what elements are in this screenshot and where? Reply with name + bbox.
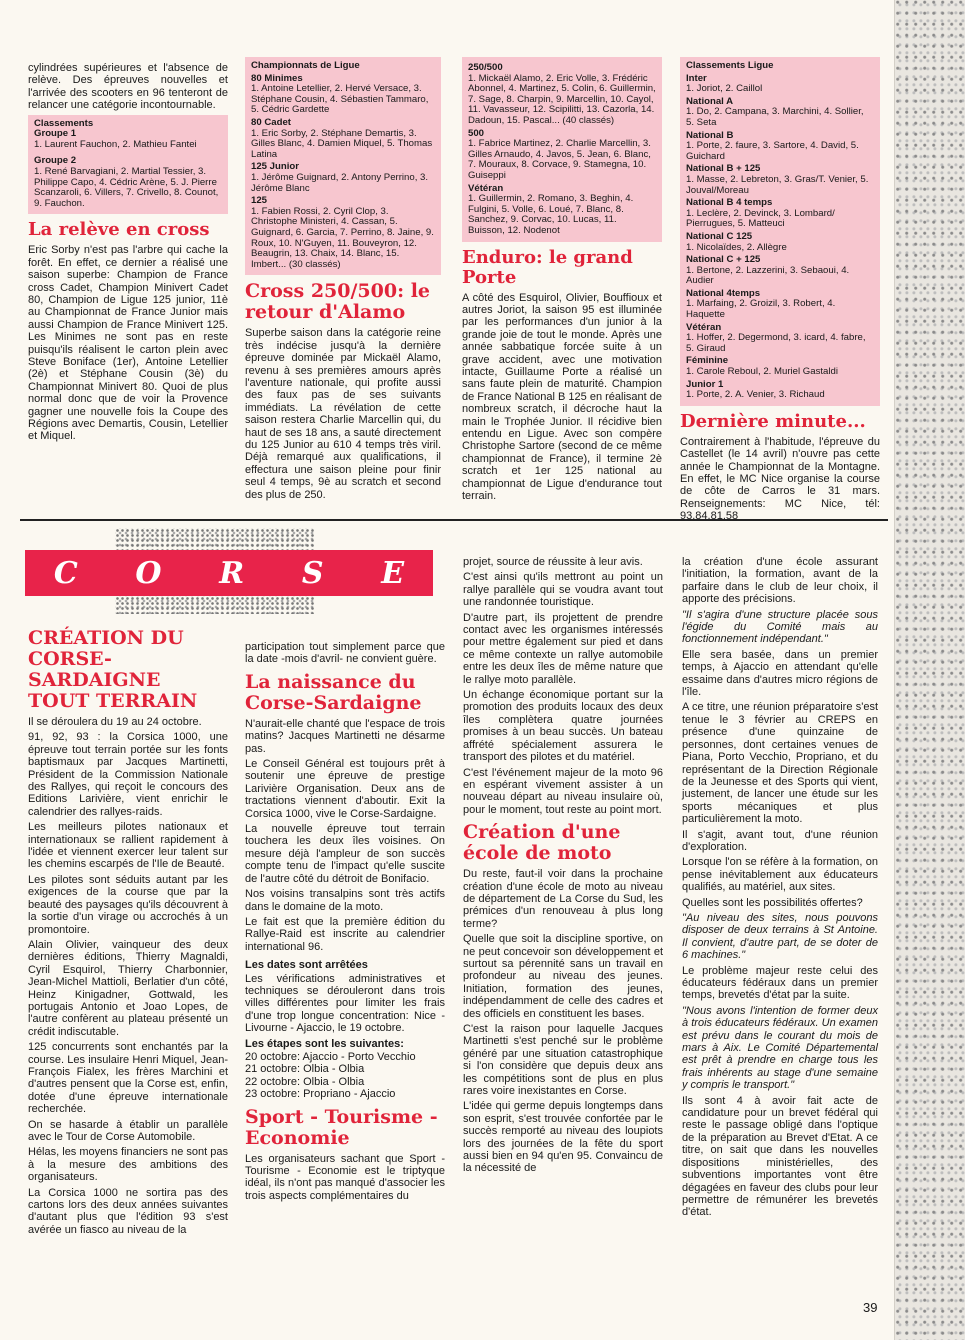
group-label: Groupe 2 (34, 155, 77, 167)
body-paragraph: Du reste, faut-il voir dans la prochaine création d'une école de moto au niveau de département de La Corse du Sud, les prémices d'un renouveau à plus long terme? (463, 868, 663, 930)
body-paragraph: Quelles sont les possibilités offertes? (682, 896, 863, 909)
etape-line: 22 octobre: Olbia - Olbia (245, 1075, 365, 1088)
category-results: 1. Marfaing, 2. Groizil, 3. Robert, 4. Haquette (686, 298, 836, 321)
body-paragraph: Un échange économique portant sur la promotion des produits locaux des deux îles complètera quatre journées promises à un beau succès. Un bateau affrété spécialement assurera le transport des pilotes et du matériel. (463, 689, 663, 764)
category-label: National B 4 temps (686, 197, 773, 209)
body-paragraph: Ils sont 4 à avoir fait acte de candidature pour un brevet fédéral qui reste le passage obligé dans l'optique de la préparation au Brevet d'Etat. A ce titre, on sait que dans les nouvelles dispositions ministérielles, des subventions importantes vont être dégagées en faveur des clubs pour leur permettre de rémunérer les brevetés d'état. (682, 1094, 878, 1219)
category-label: 80 Minimes (251, 72, 303, 84)
top-column-4 (680, 57, 880, 526)
heading-releve: La relève en cross (28, 219, 210, 241)
body-paragraph: Il s'agit, avant tout, d'une réunion d'exploration. (682, 828, 878, 853)
body-paragraph: C'est l'événement majeur de la moto 96 en espérant vivement assister à un nouveau départ au niveau insulaire où, pour le moment, tout reste au point mort. (463, 766, 663, 816)
category-results: 1. Hoffer, 2. Degermond, 3. icard, 4. fabre, 5. Giraud (686, 332, 866, 354)
heading-creation: CRÉATION DU CORSE-SARDAIGNE TOUT TERRAIN (28, 627, 198, 712)
section-divider (20, 519, 888, 521)
body-paragraph: Le fait est que la première édition du Rallye-Raid est inscrite au calendrier international 96. (245, 915, 445, 953)
category-results: 1. Jérôme Guignard, 2. Antony Perrino, 3. Jérôme Blanc (251, 171, 429, 194)
bottom-column-4 (682, 556, 878, 1222)
category-label: 125 Junior (251, 161, 299, 173)
etape-line: 21 octobre: Olbia - Olbia (245, 1063, 365, 1076)
category-label: National A (686, 95, 734, 107)
body-paragraph: Elle sera basée, dans un premier temps, à Ajaccio en attendant qu'elle essaime dans d'autres micro régions de l'île. (682, 648, 878, 699)
body-paragraph: Lorsque l'on se réfère à la formation, on pense inévitablement aux éducateurs qualifiés, au matériel, aux sites. (682, 856, 878, 894)
subheading-etapes: Les étapes sont les suivantes: (245, 1037, 404, 1050)
body-paragraph: Les pilotes sont séduits autant par les exigences de la course que par la beauté des paysages qu'ils découvrent à la sortie d'un virage ou accrochés à un promontoire. (28, 873, 228, 936)
category-label: 500 (468, 127, 485, 139)
body-paragraph: D'autre part, ils projettent de prendre contact avec les organismes intéressés pour mettre également sur pied et dans ce même contexte un rallye automobile entre les deux îles de même nature que le rallye moto parallèle. (463, 611, 663, 686)
page-edge-texture (894, 0, 965, 1340)
championnats-box (245, 57, 441, 275)
body-paragraph: On se hasarde à établir un parallèle avec le Tour de Corse Automobile. (28, 1118, 228, 1143)
body-paragraph: C'est ainsi qu'ils mettront au point un rallye parallèle qui se voudra avant tout une randonnée touristique. (463, 571, 663, 609)
category-label: National 4temps (686, 287, 761, 299)
etape-line: 20 octobre: Ajaccio - Porto Vecchio (245, 1050, 416, 1063)
bottom-column-1 (28, 624, 228, 1239)
body-paragraph: Nos voisins transalpins sont très actifs dans le domaine de la moto. (245, 888, 445, 913)
body-paragraph: 91, 92, 93 : la Corsica 1000, une épreuve tout terrain portée sur les fonts baptismaux par Jacques Martinetti, Président de la Commission Nationale des Rallyes, qui reçoit le concours des Editions Larivière, vient enrichir le calendrier des rallyes-raids. (28, 731, 228, 818)
category-results: 1. Guillermin, 2. Romano, 3. Beghin, 4. Fulgini, 5. Volle, 6. Loué, 7. Blanc, 8. Sanchez, 9. Corvac, 10. Lucas, 11. Buisson, 12. Nodenot (468, 193, 634, 236)
body-paragraph: La Corsica 1000 ne sortira pas des cartons lors des deux années suivantes d'autant plus que l'édition 93 s'est avérée un fiasco au niveau de la (28, 1186, 228, 1236)
classements-ligue-box (680, 57, 880, 406)
body-paragraph: Hélas, les moyens financiers ne sont pas à la mesure des ambitions des organisateurs. (28, 1146, 228, 1184)
body-paragraph: N'aurait-elle chanté que l'espace de trois matins? Jacques Martinetti ne désarme pas. (245, 717, 445, 755)
heading-cross: Cross 250/500: le retour d'Alamo (245, 280, 431, 324)
category-results: 1. Porte, 2. faure, 3. Sartore, 4. David, 5. Guichard (686, 140, 859, 162)
category-label: 250/500 (468, 62, 503, 73)
body-paragraph: Eric Sorby n'est pas l'arbre qui cache la forêt. En effet, ce dernier a réalisé une saison superbe: Champion de France cross Cadet, Champion Minivert Cadet 80, Champion de Ligue 125 junior, 11è au Championnat de France Junior mais aussi Champion de France Minivert 125. Les Minimes ne sont pas en reste puisqu'ils réalisent le carton plein avec Steve Boniface (1er), Antoine Letellier (2è) et Stéphane Cousin (3è) du Championnat Minivert 80. Quoi de plus normal donc que de voir la Provence gagner une nouvelle fois la Coupe des Régions avec Demartis, Cousin, Letellier et Miquel. (28, 244, 228, 443)
category-results: 1. Carole Reboul, 2. Muriel Gastaldi (686, 366, 838, 378)
subheading-dates: Les dates sont arrêtées (245, 959, 368, 972)
banner-letter: S (301, 555, 324, 591)
classements-box (28, 115, 228, 215)
body-paragraph: participation tout simplement parce que la date -mois d'avril- ne convient guère. (245, 641, 445, 666)
banner-letter: R (219, 555, 245, 591)
category-results: 1. Eric Sorby, 2. Stéphane Demartis, 3. Gilles Blanc, 4. Damien Miquel, 5. Thomas Latina (251, 127, 433, 160)
body-paragraph: la création d'une école assurant l'initiation, la formation, avant de la parfaire dans le club de leur choix, il apporte des précisions. (682, 556, 878, 606)
intro-paragraph: cylindrées supérieures et l'absence de relève. Des épreuves nouvelles et l'arrivée des scooters en 96 tenteront de relancer une catégorie incontournable. (28, 62, 228, 112)
category-results: 1. Mickaël Alamo, 2. Eric Volle, 3. Frédéric Abonnel, 4. Martinez, 5. Colin, 6. Guillermin, 7. Sage, 8. Charpin, 9. Marcellin, 10. Cayol, 11. Vavasseur, 12. Scipilitti, 13. Cazorla, 14. Dadoun, 15. Pascal... (40 classés) (468, 72, 656, 126)
category-results: 1. Fabrice Martinez, 2. Charlie Marcellin, 3. Gilles Arnaudo, 4. Javos, 5. Jean, 6. Blanc, 7. Mouraux, 8. Corvace, 9. Stamegna, 10. Guiseppi (468, 138, 651, 181)
body-paragraph: 125 concurrents sont enchantés par la course. Les insulaire Henri Miquel, Jean-François Fialex, les frères Marchini et d'autres pensent que la Corse est, enfin, dotée d'une épreuve internationale recherchée. (28, 1041, 228, 1116)
quote-paragraph: "Il s'agira d'une structure placée sous l'égide du Comité mais au fonctionnement indépendant." (682, 608, 878, 646)
category-results: 1. Bertone, 2. Lazzerini, 3. Sebaoui, 4. Audier (686, 264, 850, 287)
quote-paragraph: "Nous avons l'intention de former deux à trois éducateurs fédéraux. Un examen est prévu dans le courant du mois de mars à Aix. Le Comité Départemental est prêt à prendre en charge tous les frais inhérents au stage d'une semaine y compris le transport." (682, 1004, 878, 1092)
category-results: 1. Joriot, 2. Caillol (686, 83, 763, 95)
quote-paragraph: "Au niveau des sites, nous pouvons disposer de deux terrains à St Antoine. Il convient, d'autre part, de se doter de 6 machines." (682, 911, 878, 962)
body-paragraph: Les meilleurs pilotes nationaux et internationaux se rallient rapidement à l'idée et viennent exercer leur talent sur les chemins escarpés de l'Ile de Beauté. (28, 821, 228, 871)
banner-letter: C (53, 555, 78, 591)
category-results: 1. Porte, 2. A. Venier, 3. Richaud (686, 389, 825, 401)
category-results: 1. Nicolaïdes, 2. Allègre (686, 241, 787, 253)
category-label: 125 (251, 195, 268, 207)
body-paragraph: Les vérifications administratives et techniques se dérouleront dans trois villes différentes pour limiter les frais d'une trop longue concentration: Nice - Livourne - Ajaccio, le 19 octobre. (245, 972, 445, 1035)
heading-enduro: Enduro: le grand Porte (462, 246, 633, 288)
bottom-column-3 (463, 556, 663, 1178)
group-results: 1. René Barvagiani, 2. Martial Tessier, 3. Philippe Capo, 4. Cédric Arène, 5. J. Pierre Scanzaroli, 6. Villers, 7. Crivello, 8. Counot, 9. Fauchon. (34, 166, 219, 209)
group-label: Groupe 1 (34, 128, 77, 140)
category-results: 1. Masse, 2. Lebreton, 3. Gras/T. Venier, 5. Jouval/Moreau (686, 173, 869, 196)
category-label: National C + 125 (686, 254, 761, 266)
top-column-1 (28, 62, 228, 446)
etape-line: 23 octobre: Propriano - Ajaccio (245, 1088, 396, 1101)
body-paragraph: C'est la raison pour laquelle Jacques Martinetti s'est penché sur le problème généré par une situation catastrophique si l'on considère que depuis deux ans les compétitions sont de plus en plus rares voire inexistantes en Corse. (463, 1023, 663, 1098)
box-title: Classements (34, 117, 94, 129)
category-label: Junior 1 (686, 378, 724, 390)
category-label: Vétéran (468, 182, 504, 194)
body-paragraph: Le problème majeur reste celui des éducateurs fédéraux dans un premier temps, brevetés d'état par la suite. (682, 964, 878, 1002)
category-label: Inter (686, 72, 707, 84)
page-number: 39 (863, 1300, 878, 1315)
bottom-column-2 (245, 641, 445, 1205)
category-results: 1. Antoine Letellier, 2. Hervé Versace, 3. Stéphane Cousin, 4. Sébastien Tammaro, 5. Cédric Gardette (251, 83, 429, 116)
category-label: 80 Cadet (251, 116, 291, 128)
box-title: Championnats de Ligue (251, 60, 360, 71)
category-label: National B (686, 129, 734, 141)
halftone-decoration (115, 528, 315, 550)
category-results: 1. Leclère, 2. Devinck, 3. Lombard/ Pierrugues, 5. Matteuci (686, 207, 835, 230)
category-label: Féminine (686, 355, 729, 367)
category-results: 1. Fabien Rossi, 2. Cyril Clop, 3. Christophe Ministeri, 4. Cassan, 5. Guignard, 6. Garcia, 7. Perrino, 8. Jaine, 9. Roux, 10. N'Guyen, 11. Bouveyron, 12. Beaugrin, 13. Chaix, 14. Blanc, 15. Imbert... (30 classés) (251, 205, 434, 270)
body-paragraph: Quelle que soit la discipline sportive, on ne peut concevoir son développement et surtout sa pérennité sans un travail en profondeur au niveau des jeunes. Initiation, formation des jeunes, indépendamment de celle des cadres et des officiels en constituent les bases. (463, 933, 663, 1020)
halftone-decoration (115, 596, 315, 614)
body-paragraph: A ce titre, une réunion préparatoire s'est tenue le 3 février au CREPS en présence d'une quinzaine de personnes, dont certaines venues de Piana, Porto Vecchio, Propriano, et du représentant de la Direction Régionale de la Jeunesse et des Sports qui vient, justement, de lancer une étude sur les sports mécaniques et plus particulièrement la moto. (682, 701, 878, 826)
body-paragraph: Superbe saison dans la catégorie reine très indécise jusqu'à la dernière épreuve dominée par Mickaël Alamo, revenu à ses premières amours après l'aventure nationale, qui profite aussi des faux pas de ses suivants immédiats. La révélation de cette saison restera Charlie Marcellin qui, du haut de ses 18 ans, a sauté directement du 125 Junior au 610 4 temps très viril. Déjà remarqué aux qualifications, il effectura une saison pleine pour finir seul 4 temps, 9è au scratch et second des plus de 250. (245, 327, 441, 501)
body-paragraph: L'idée qui germe depuis longtemps dans son esprit, s'est trouvée confortée par le succès remporté au niveau des loupiots lors des journées de la fête du sport aussi bien en 94 qu'en 95. Convaincu de la nécessité de (463, 1100, 663, 1175)
heading-sport: Sport - Tourisme - Economie (245, 1105, 438, 1149)
body-paragraph: A côté des Esquirol, Olivier, Bouffioux et autres Joriot, la saison 95 est illuminée par les performances d'un junior à la grande joie de tout le monde. Après une année sabbatique forcée suite à un grave accident, avec une motivation intacte, Guillaume Porte a réalisé un sans faute plein de maturité. Champion de France National B 125 en réalisant de nombreux scratch, il décroche haut la main le Trophée Junior. Il récidive bien entendu en Ligue. Avec son compère Christophe Sartore (second de ce même championnat de France), il termine 2è scratch et 1er 125 national au championnat de Ligue d'endurance tout terrain. (462, 291, 662, 502)
category-label: National C 125 (686, 230, 753, 242)
heading-naissance: La naissance du Corse-Sardaigne (245, 670, 422, 714)
group-results: 1. Laurent Fauchon, 2. Mathieu Fantei (34, 138, 197, 150)
banner-letter: E (381, 555, 405, 591)
heading-ecole: Création d'une école de moto (463, 821, 621, 865)
body-paragraph: La nouvelle épreuve tout terrain touchera les deux îles voisines. On mesure déjà l'ampleur de son succès compte tenu de l'impact qu'elle suscite de l'autre côté du détroit de Bonifacio. (245, 823, 445, 885)
body-paragraph: projet, source de réussite à leur avis. (463, 556, 643, 568)
results-box (462, 57, 662, 242)
body-paragraph: Les organisateurs sachant que Sport - Tourisme - Economie est le triptyque idéal, ils n'ont pas manqué d'associer les trois aspects complémentaires du (245, 1152, 445, 1202)
category-label: National B + 125 (686, 163, 761, 175)
corse-banner (25, 550, 433, 596)
body-paragraph: Contrairement à l'habitude, l'épreuve du Castellet (le 14 avril) n'ouvre pas cette année le Championnat de la Montagne. En effet, le MC Nice organise la course de côte de Carros le 31 mars. Renseignements: MC Nice, tél: 93.84.81.58 (680, 435, 880, 523)
body-paragraph: Alain Olivier, vainqueur des deux dernières éditions, Thierry Magnaldi, Cyril Esquirol, Thierry Charbonnier, Jean-Michel Mattioli, Berlatier d'un côté, Heinz Kinigadner, Gottwald, les portugais Antonio et Joao Lopes, de l'autre confèrent au plateau présenté un crédit indiscutable. (28, 938, 228, 1038)
top-column-2 (245, 57, 441, 504)
top-column-3 (462, 57, 662, 505)
category-label: Vétéran (686, 321, 722, 333)
box-title: Classements Ligue (686, 60, 774, 71)
body-paragraph: Il se déroulera du 19 au 24 octobre. (28, 716, 202, 728)
heading-derniere-minute: Dernière minute... (680, 410, 866, 432)
body-paragraph: Le Conseil Général est toujours prêt à soutenir une épreuve de prestige Larivière Organisation. Deux ans de tractations viennent d'aboutir. Exit la Corsica 1000, vive le Corse-Sardaigne. (245, 758, 445, 820)
category-results: 1. Do, 2. Campana, 3. Marchini, 4. Sollier, 5. Seta (686, 106, 864, 128)
banner-letter: O (135, 555, 162, 591)
